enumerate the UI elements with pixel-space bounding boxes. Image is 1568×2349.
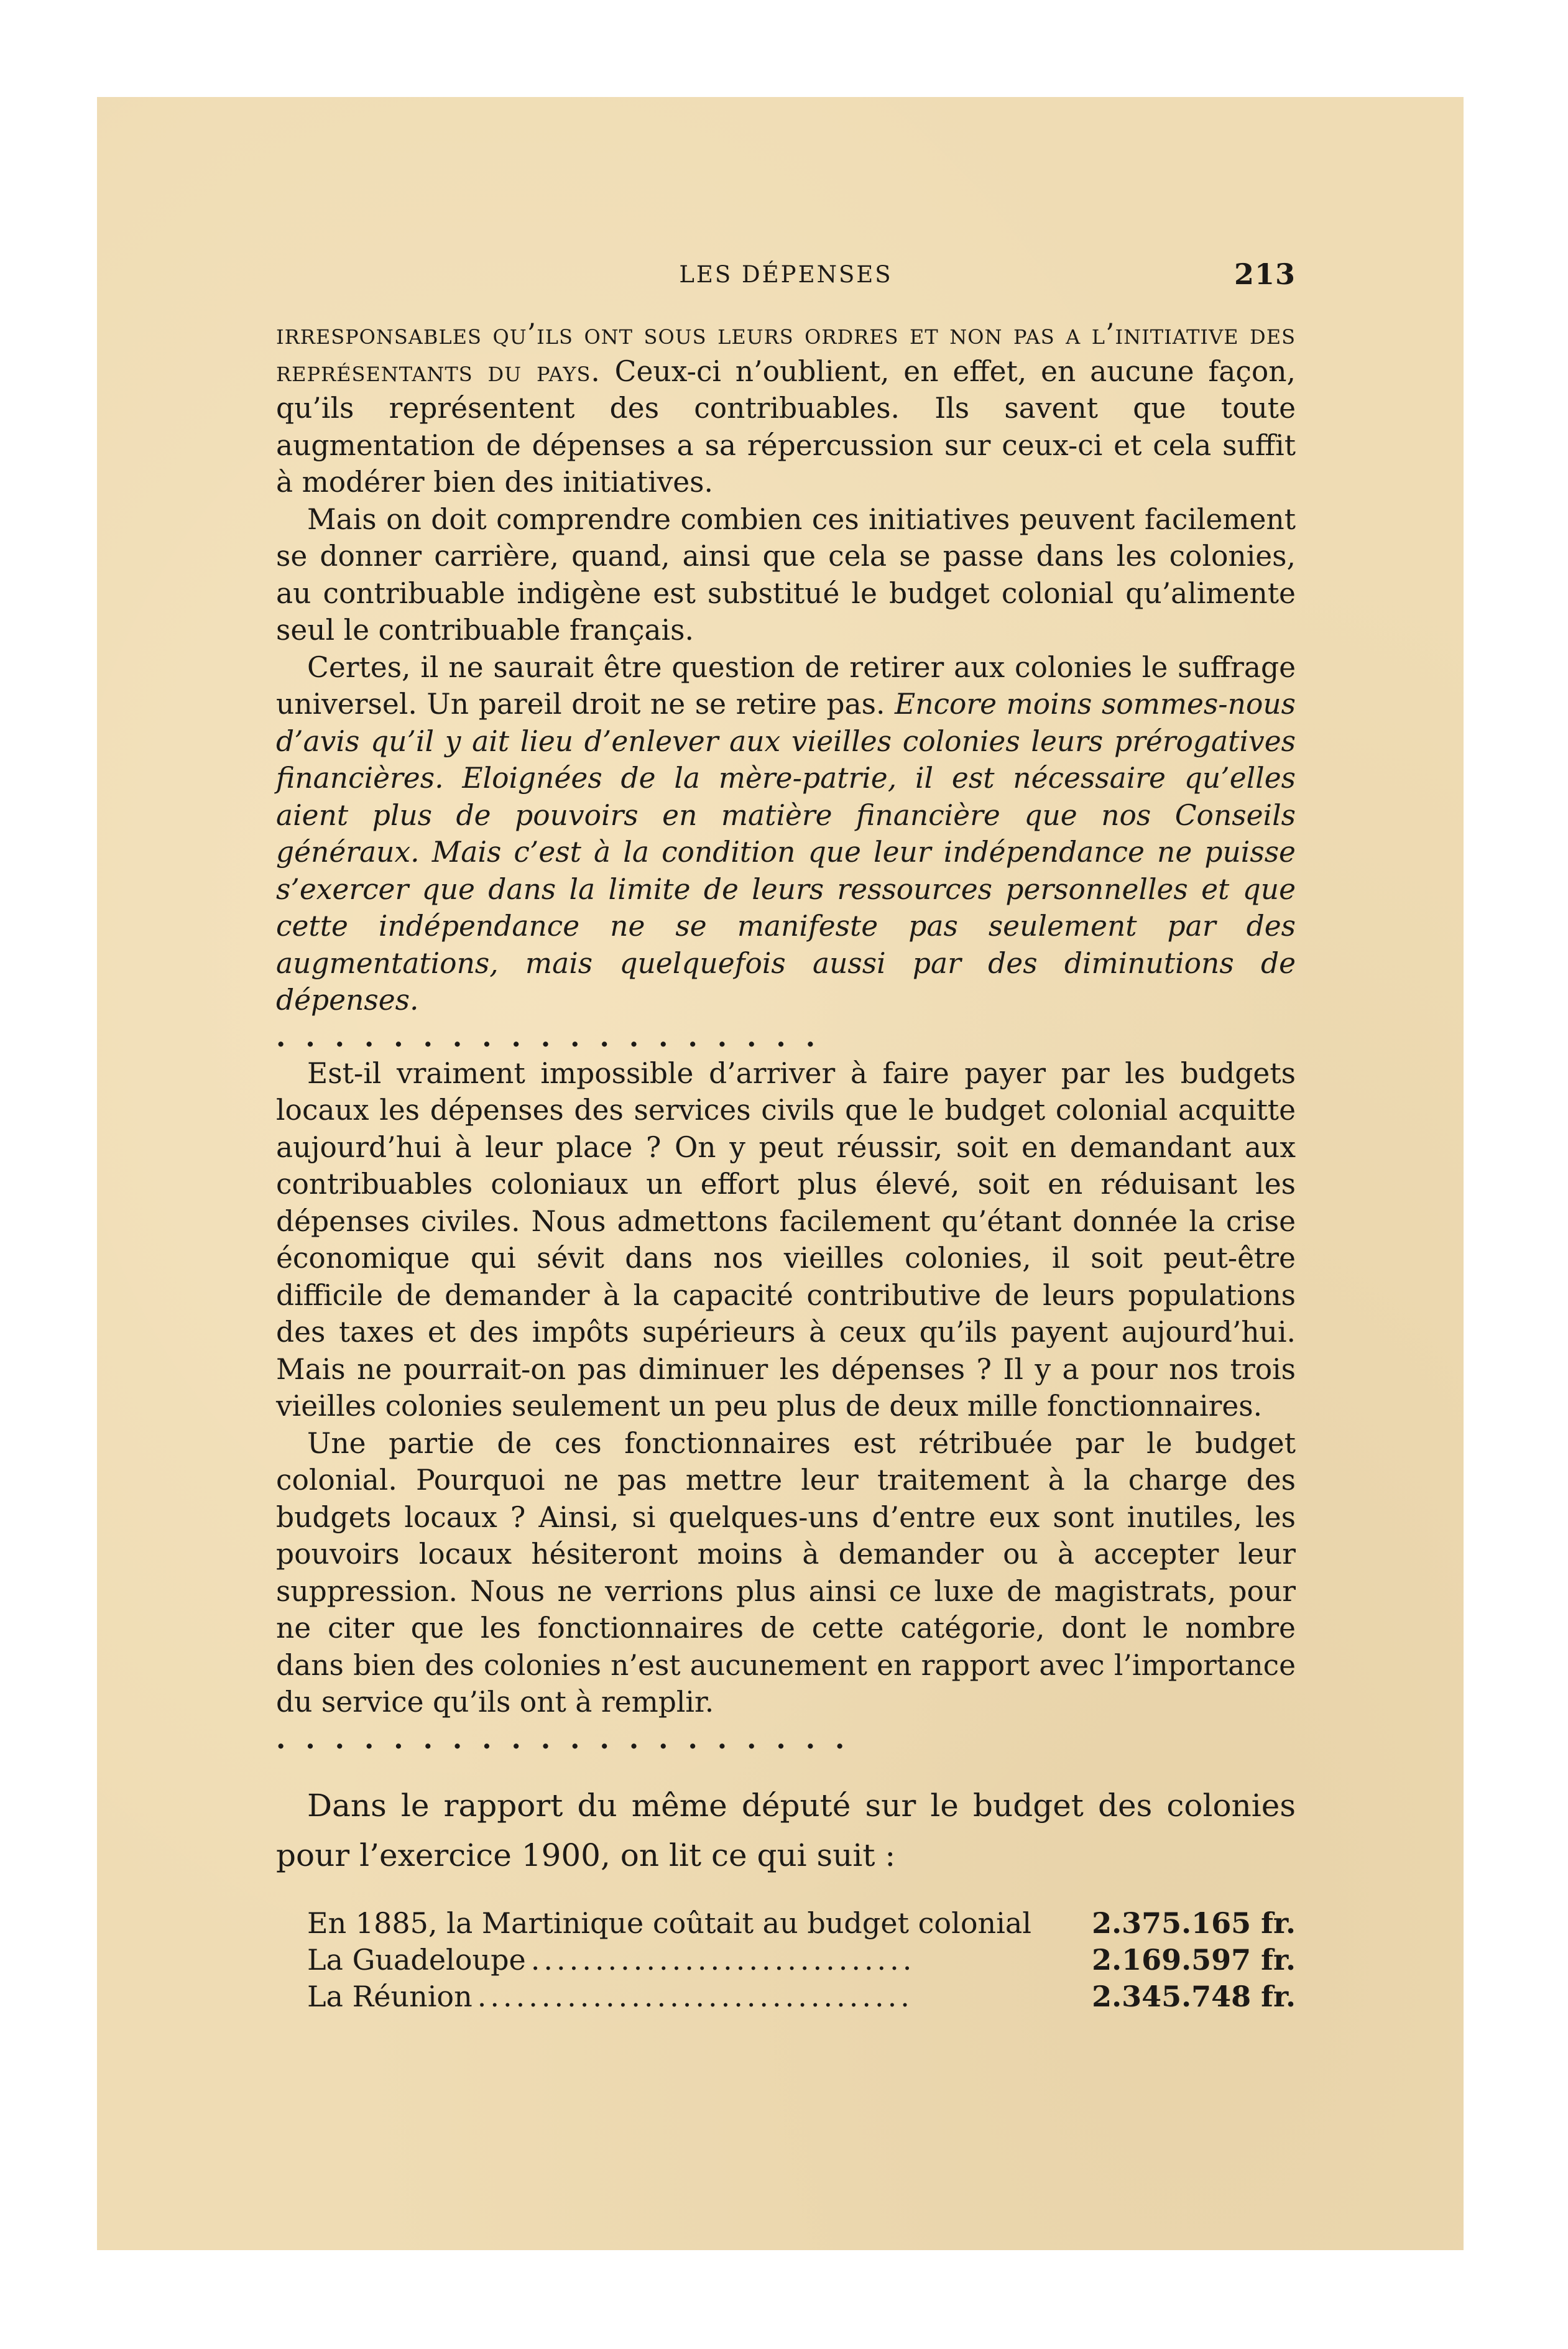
paragraph-3-italic: Encore moins sommes-nous d’avis qu’il y ait lieu d’enlever aux vieilles colonies leurs prérogatives financières. Eloignées de la mère-patrie, il est nécessaire qu’elles aient plus de pouvoirs en matière financière que nos Conseils généraux. Mais c’est à la condition que leur indépendance ne puisse s’exercer que dans la limite de leurs ressources personnelles et que cette indépendance ne se manifeste pas seulement par des augmentations, mais quelquefois aussi par des diminutions de dépenses. xyxy=(276,688,1296,1017)
budget-row xyxy=(276,1905,1296,1942)
paragraph-3-roman: Certes, il ne saurait être question de retirer aux colonies le suffrage universel. Un pareil droit ne se retire pas. xyxy=(276,650,1296,721)
dot-leader: .............................. xyxy=(530,1942,916,1977)
dot-leader: .................................. xyxy=(477,1979,913,2013)
paragraph-3 xyxy=(276,649,1296,1019)
budget-row xyxy=(276,1978,1296,2015)
ellipsis-row-2: .................... xyxy=(276,1723,865,1755)
report-intro-text: Dans le rapport du même député sur le budget des colonies pour l’exercice 1900, on lit ce qui suit : xyxy=(276,1787,1296,1873)
paragraph-1 xyxy=(276,316,1296,501)
report-intro xyxy=(276,1781,1296,1880)
page-number: 213 xyxy=(1234,257,1296,291)
page-content xyxy=(276,242,1296,2015)
small-caps-run: irresponsables qu’ils ont sous leurs ordres et non pas a l’initiative des représentants du pays. xyxy=(276,318,1296,388)
budget-row xyxy=(276,1942,1296,1978)
running-head xyxy=(276,242,1296,291)
body-text xyxy=(276,316,1296,1756)
paragraph-1-rest: Ceux-ci n’oublient, en effet, en aucune façon, qu’ils représentent des contribuables. Ils savent que toute augmentation de dépenses a sa répercussion sur ceux-ci et cela suffit à modérer bien des initiatives. xyxy=(276,354,1296,499)
budget-amount: 2.169.597 fr. xyxy=(1092,1942,1296,1977)
budget-label: La Réunion xyxy=(307,1979,473,2013)
budget-amount: 2.345.748 fr. xyxy=(1092,1979,1296,2013)
paragraph-5: Une partie de ces fonctionnaires est rétribuée par le budget colonial. Pourquoi ne pas mettre leur traitement à la charge des budgets locaux ? Ainsi, si quelques-uns d’entre eux sont inutiles, les pouvoirs locaux hésiteront moins à demander ou à accepter leur suppression. Nous ne verrions plus ainsi ce luxe de magistrats, pour ne citer que les fonctionnaires de cette catégorie, dont le nombre dans bien des colonies n’est aucunement en rapport avec l’importance du service qu’ils ont à remplir. xyxy=(276,1426,1296,1719)
budget-label: La Guadeloupe xyxy=(307,1942,526,1977)
ellipsis-row-1: ................... xyxy=(276,1021,836,1053)
paragraph-2: Mais on doit comprendre combien ces initiatives peuvent facilement se donner carrière, quand, ainsi que cela se passe dans les colonies, au contribuable indigène est substitué le budget colonial qu’alimente seul le contribuable français. xyxy=(276,502,1296,647)
paragraph-4: Est-il vraiment impossible d’arriver à faire payer par les budgets locaux les dépenses des services civils que le budget colonial acquitte aujourd’hui à leur place ? On y peut réussir, soit en demandant aux contribuables coloniaux un effort plus élevé, soit en réduisant les dépenses civiles. Nous admettons facilement qu’étant donnée la crise économique qui sévit dans nos vieilles colonies, il soit peut-être difficile de demander à la capacité contributive de leurs populations des taxes et des impôts supérieurs à ceux qu’ils payent aujourd’hui. Mais ne pourrait-on pas diminuer les dépenses ? Il y a pour nos trois vieilles colonies seulement un peu plus de deux mille fonctionnaires. xyxy=(276,1056,1296,1423)
budget-label: En 1885, la Martinique coûtait au budget colonial xyxy=(307,1906,1031,1940)
running-head-title: LES DÉPENSES xyxy=(679,261,893,288)
budget-list xyxy=(276,1905,1296,2015)
budget-amount: 2.375.165 fr. xyxy=(1092,1906,1296,1940)
